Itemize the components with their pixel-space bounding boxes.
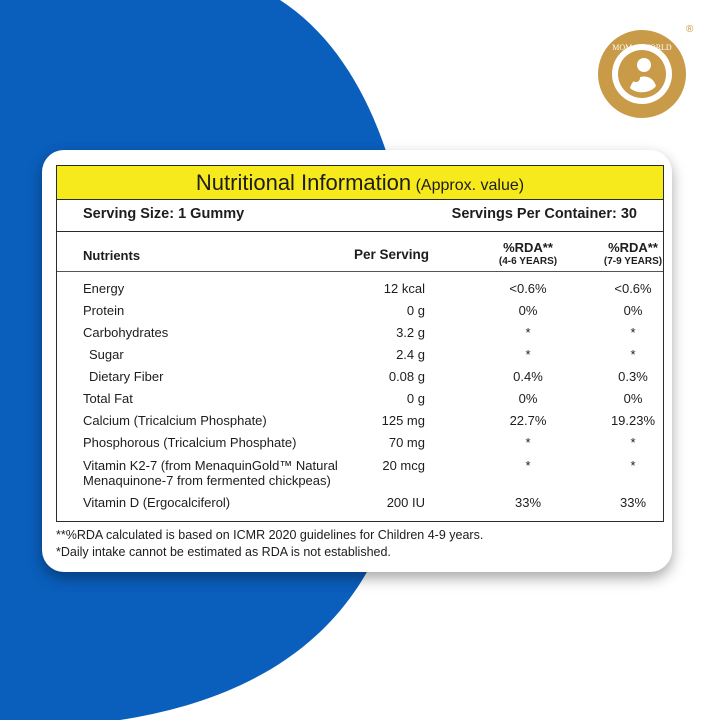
serving-size: Serving Size: 1 Gummy	[83, 206, 245, 222]
row-name: Phosphorous (Tricalcium Phosphate)	[83, 435, 297, 450]
header-rda-4-6-sub: (4-6 YEARS)	[498, 256, 558, 267]
row-name: Calcium (Tricalcium Phosphate)	[83, 413, 267, 428]
header-rda-4-6	[475, 240, 581, 267]
row-name: Protein	[83, 303, 125, 318]
header-rda-7-9	[580, 240, 686, 267]
row-name: Carbohydrates	[83, 325, 169, 340]
row-rda-7-9: *	[630, 435, 636, 450]
divider	[57, 231, 663, 232]
row-name: Dietary Fiber	[89, 369, 164, 384]
row-per-serving: 20 mcg	[382, 458, 425, 473]
row-name: Energy	[83, 281, 125, 296]
row-per-serving: 0 g	[406, 303, 425, 318]
row-rda-4-6: *	[525, 347, 531, 362]
row-name: Vitamin D (Ergocalciferol)	[83, 495, 231, 510]
row-per-serving: 200 IU	[386, 495, 425, 510]
row-rda-4-6: 0%	[518, 391, 538, 406]
logo-text: MOM & WORLD	[612, 43, 672, 52]
nutrition-panel	[56, 165, 664, 522]
divider	[57, 199, 663, 200]
row-rda-4-6: 22.7%	[509, 413, 547, 428]
row-name	[83, 458, 338, 488]
brand-logo-icon	[594, 22, 694, 122]
divider	[57, 271, 663, 272]
row-rda-7-9: <0.6%	[614, 281, 652, 296]
row-rda-4-6: 33%	[514, 495, 542, 510]
row-rda-4-6: <0.6%	[509, 281, 547, 296]
row-per-serving: 125 mg	[381, 413, 425, 428]
row-per-serving: 2.4 g	[396, 347, 425, 362]
row-rda-4-6: 0%	[518, 303, 538, 318]
row-name: Total Fat	[83, 391, 133, 406]
header-per-serving: Per Serving	[353, 247, 429, 262]
row-name-line1: Vitamin K2-7 (from MenaquinGold™ Natural	[83, 458, 338, 473]
row-rda-7-9: 33%	[619, 495, 647, 510]
row-rda-7-9: 19.23%	[610, 413, 656, 428]
registered-mark: ®	[686, 24, 694, 35]
row-rda-7-9: *	[630, 347, 636, 362]
servings-per-container: Servings Per Container: 30	[451, 206, 637, 222]
row-rda-4-6: *	[525, 435, 531, 450]
row-rda-7-9: 0.3%	[618, 369, 648, 384]
row-rda-7-9: 0%	[623, 391, 643, 406]
row-rda-7-9: *	[630, 325, 636, 340]
row-name-line2: Menaquinone-7 from fermented chickpeas)	[83, 473, 331, 488]
header-rda-7-9-label: %RDA**	[608, 240, 658, 255]
row-rda-7-9: 0%	[623, 303, 643, 318]
row-rda-4-6: *	[525, 458, 531, 473]
brand-logo	[594, 22, 694, 122]
header-nutrients: Nutrients	[83, 248, 141, 263]
title-bar	[57, 166, 663, 199]
header-rda-7-9-sub: (7-9 YEARS)	[603, 256, 663, 267]
row-rda-4-6: 0.4%	[513, 369, 543, 384]
panel-title: Nutritional Information	[195, 170, 412, 195]
row-per-serving: 0 g	[406, 391, 425, 406]
row-rda-7-9: *	[630, 458, 636, 473]
row-per-serving: 3.2 g	[396, 325, 425, 340]
panel-title-sub: (Approx. value)	[415, 177, 525, 194]
header-rda-4-6-label: %RDA**	[503, 240, 553, 255]
footnote-rda: **%RDA calculated is based on ICMR 2020 guidelines for Children 4-9 years.	[56, 528, 484, 542]
row-per-serving: 70 mg	[388, 435, 425, 450]
row-per-serving: 0.08 g	[388, 369, 425, 384]
row-rda-4-6: *	[525, 325, 531, 340]
row-per-serving: 12 kcal	[383, 281, 425, 296]
footnote-daily-intake: *Daily intake cannot be estimated as RDA is not established.	[56, 545, 391, 559]
row-name: Sugar	[89, 347, 124, 362]
